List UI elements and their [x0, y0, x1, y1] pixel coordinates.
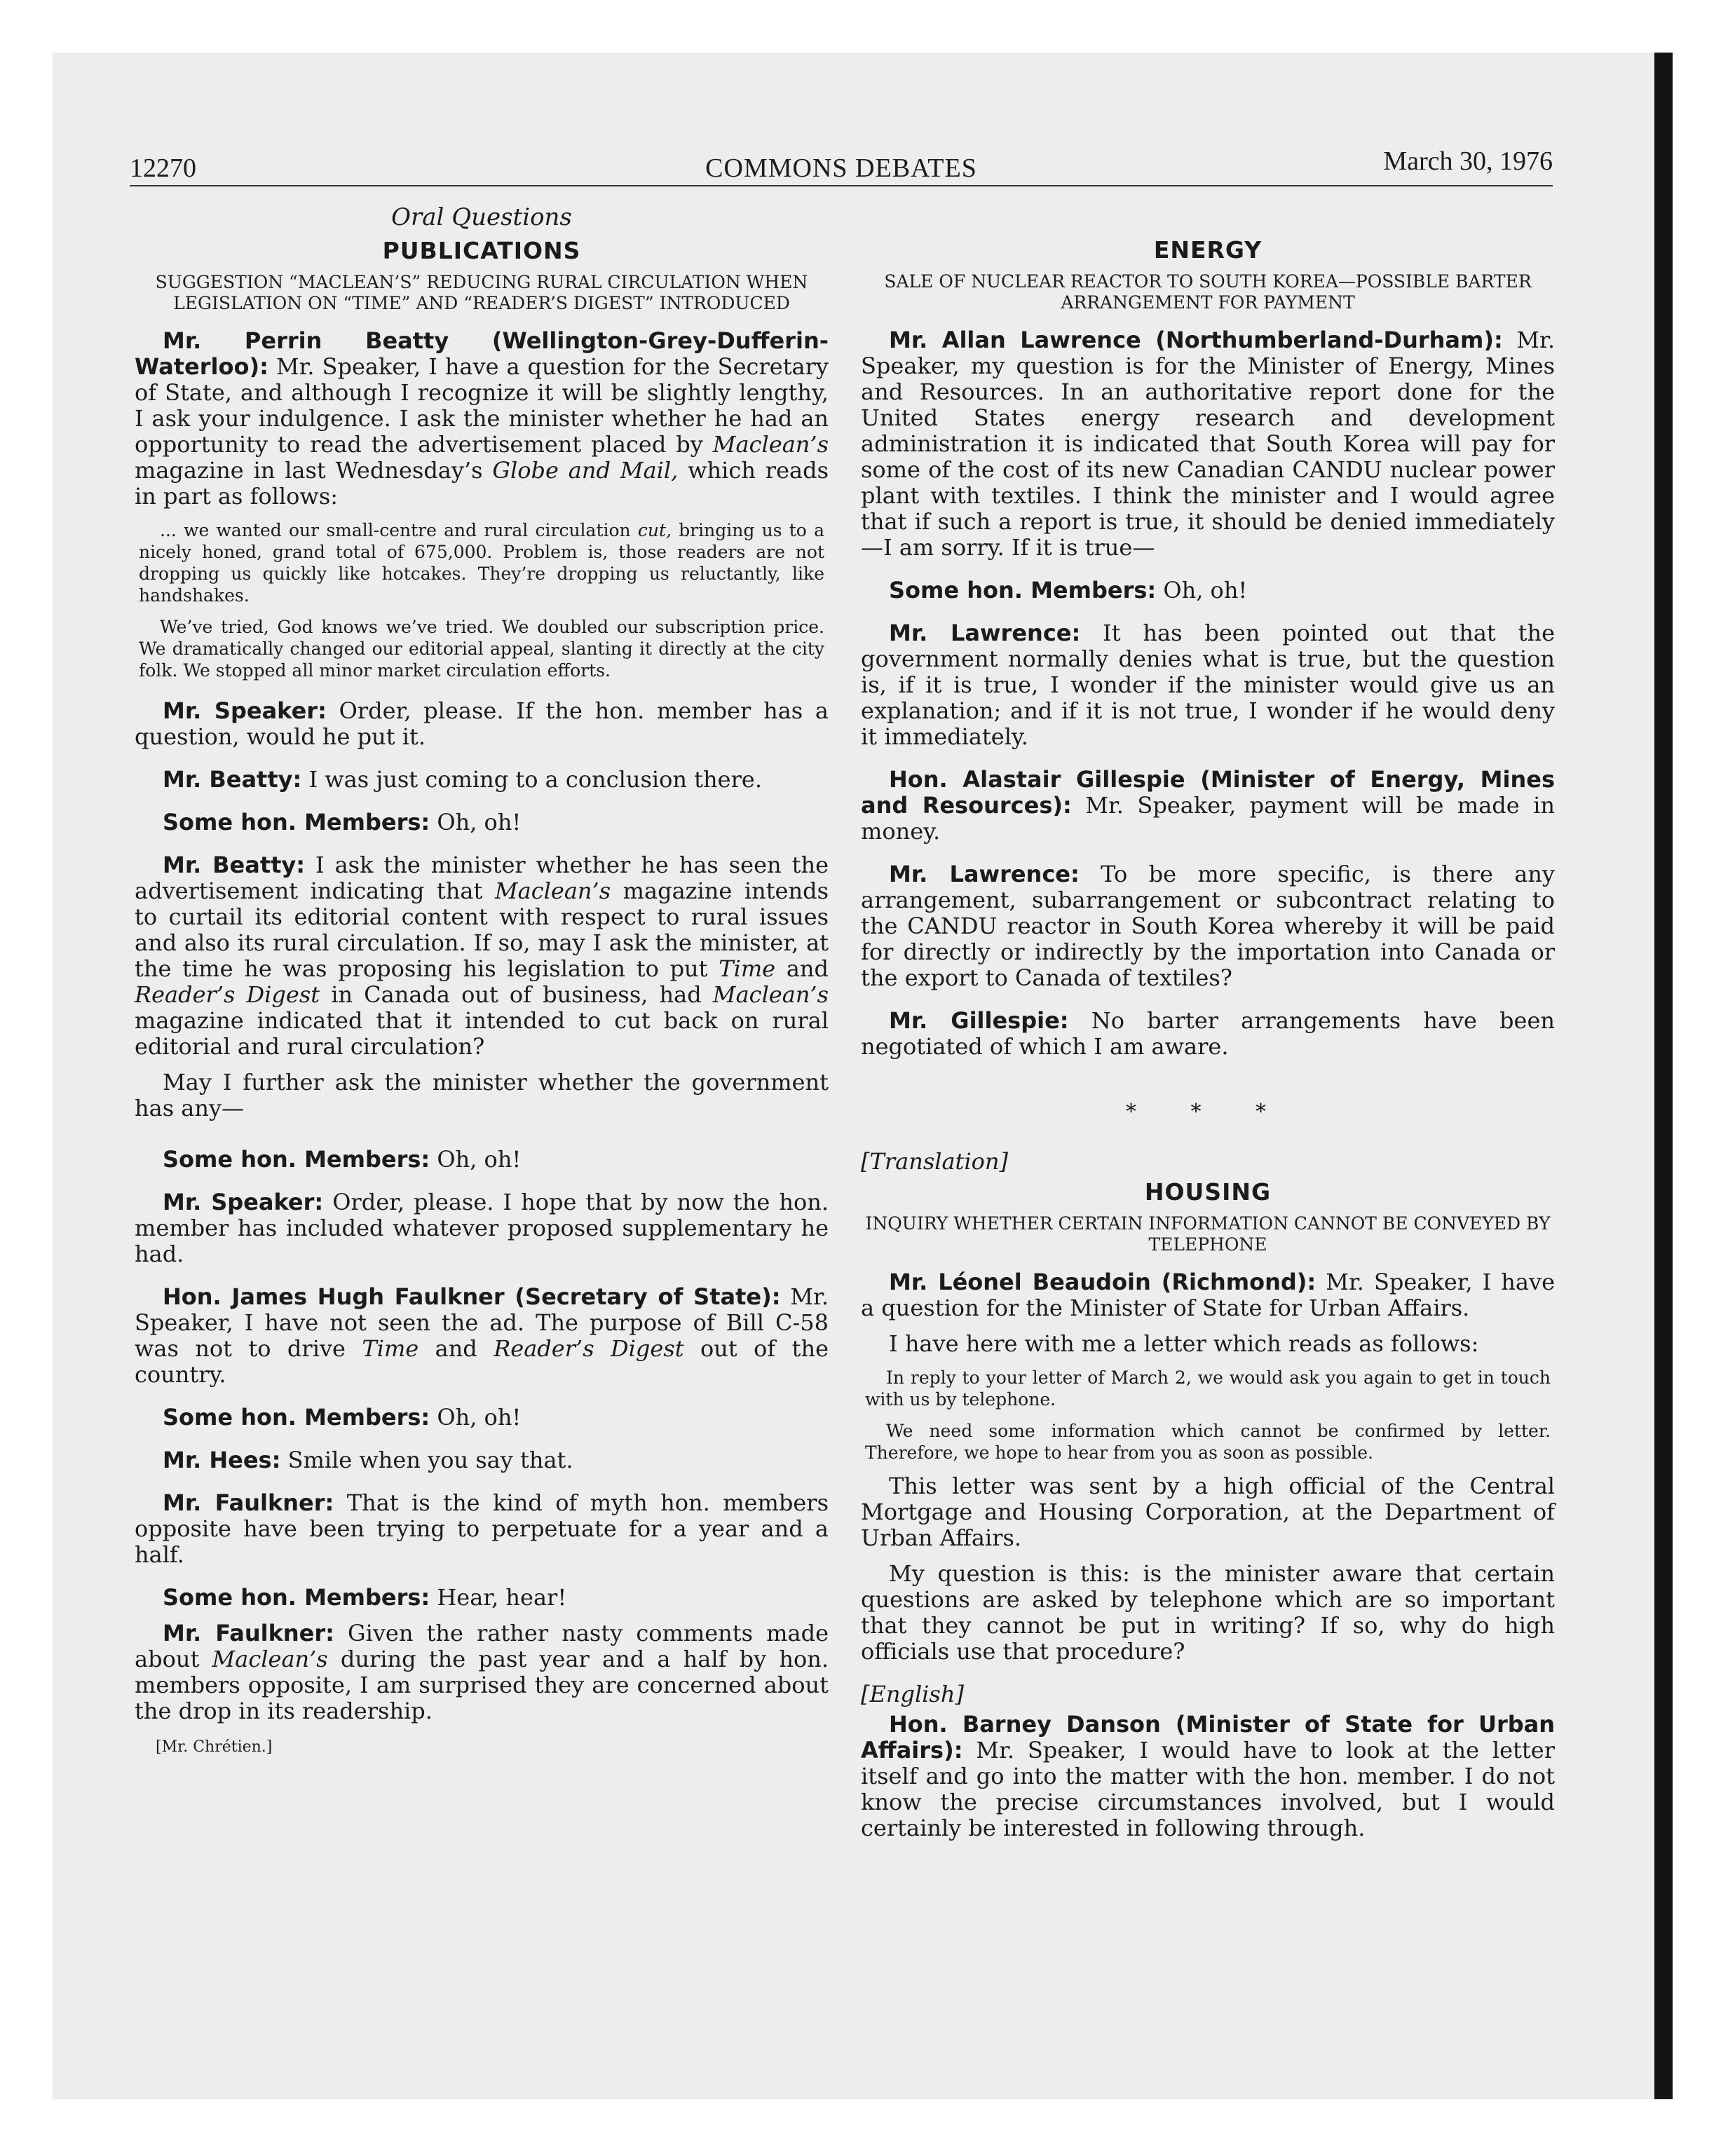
speaker-name: Mr. Faulkner:	[163, 1620, 334, 1646]
italic-title: Time	[362, 1335, 419, 1362]
page-header	[130, 142, 1553, 186]
quoted-passage	[135, 519, 829, 606]
speaker-name: Mr. Beatty:	[163, 852, 306, 878]
speaker-name: Mr. Allan Lawrence (Northumberland-Durham):	[889, 327, 1503, 353]
quote-text: ... we wanted our small-centre and rural circulation	[160, 520, 638, 540]
speech-paragraph	[135, 1189, 829, 1267]
speech-paragraph	[135, 1585, 829, 1611]
section-title-energy: ENERGY	[1153, 236, 1263, 264]
speech-text: which reads in part as follows:	[135, 457, 829, 510]
speech-text: out of the country.	[135, 1335, 829, 1388]
speaker-name: Hon. Barney Danson (Minister of State for Urban Affairs):	[861, 1711, 1555, 1763]
speech-text: Mr. Speaker, I have not seen the ad. The purpose of Bill C-58 was not to drive	[135, 1283, 829, 1362]
italic-title: Reader’s Digest	[135, 981, 320, 1008]
subheading-publications: SUGGESTION “MACLEAN’S” REDUCING RURAL CIRCULATION WHEN LEGISLATION ON “TIME” AND “READER’S DIGEST” INTRODUCED	[155, 272, 808, 313]
speech-paragraph	[135, 1621, 829, 1724]
section-separator: * * *	[1125, 1100, 1291, 1124]
speech-paragraph	[135, 810, 829, 835]
italic-title: Maclean’s	[494, 878, 611, 904]
speech-text: during the past year and a half by hon. members opposite, I am surprised they are concerned about the drop in its readership.	[135, 1646, 829, 1724]
quoted-passage: We need some information which cannot be confirmed by letter. Therefore, we hope to hear from you as soon as possible.	[865, 1421, 1551, 1463]
speech-paragraph	[135, 1284, 829, 1388]
quoted-passage: In reply to your letter of March 2, we would ask you again to get in touch with us by telephone.	[865, 1367, 1551, 1410]
speaker-name: Some hon. Members:	[163, 1146, 430, 1173]
italic-title: Globe and Mail,	[492, 457, 679, 484]
speech-text: Mr. Speaker, I have a question for the Secretary of State, and although I recognize it will be slightly lengthy, I ask your indulgence. I ask the minister whether he had an opportunity to read the advertisement placed by	[135, 353, 829, 458]
speech-text: magazine indicated that it intended to cut back on rural editorial and rural circulation?	[135, 1007, 829, 1060]
speech-text: in Canada out of business, had	[320, 981, 713, 1008]
quoted-passage: We’ve tried, God knows we’ve tried. We doubled our subscription price. We dramatically changed our editorial appeal, slanting it directly at the city folk. We stopped all minor market circulation efforts.	[139, 617, 824, 681]
speech-paragraph	[135, 1490, 829, 1568]
italic-title: Reader’s Digest	[494, 1335, 684, 1362]
speaker-name: Mr. Gillespie:	[889, 1007, 1069, 1034]
speech-text: Smile when you say that.	[280, 1447, 573, 1473]
speech-paragraph	[861, 1008, 1555, 1060]
subheading-housing: INQUIRY WHETHER CERTAIN INFORMATION CANNOT BE CONVEYED BY TELEPHONE	[865, 1213, 1551, 1255]
speech-text: Mr. Speaker, I would have to look at the letter itself and go into the matter with the hon. member. I do not know the precise circumstances involved, but I would certainly be interested in following through.	[861, 1737, 1555, 1841]
speech-text: Oh, oh!	[1156, 577, 1248, 603]
page-number: 12270	[130, 153, 196, 183]
speaker-name: Some hon. Members:	[163, 809, 430, 835]
speech-paragraph	[861, 620, 1555, 750]
italic-title: Maclean’s	[212, 1646, 328, 1672]
speaker-name: Some hon. Members:	[889, 577, 1157, 603]
speech-text: It has been pointed out that the government normally denies what is true, but the question is, if it is true, I wonder if the minister would give us an explanation; and if it is not true, I wonder if he would deny it immediately.	[861, 620, 1556, 750]
speech-text: Hear, hear!	[430, 1584, 567, 1611]
subheading-energy: SALE OF NUCLEAR REACTOR TO SOUTH KOREA—POSSIBLE BARTER ARRANGEMENT FOR PAYMENT	[884, 271, 1532, 313]
speech-paragraph	[135, 1405, 829, 1431]
speech-paragraph	[135, 1147, 829, 1173]
speech-text: I ask the minister whether he has seen the advertisement indicating that	[135, 852, 829, 904]
speaker-name: Mr. Beatty:	[163, 766, 302, 793]
speaker-name: Mr. Hees:	[163, 1447, 281, 1473]
speech-text: That is the kind of myth hon. members opposite have been trying to perpetuate for a year and a half.	[135, 1489, 829, 1568]
speaker-name: Some hon. Members:	[163, 1584, 430, 1611]
italic-title: Maclean’s	[712, 981, 829, 1008]
speech-paragraph	[861, 578, 1555, 603]
section-title-publications: PUBLICATIONS	[382, 237, 581, 264]
speaker-name: Mr. Lawrence:	[889, 620, 1081, 646]
speech-text: Order, please. If the hon. member has a question, would he put it.	[135, 697, 829, 750]
speech-paragraph: I have here with me a letter which reads as follows:	[889, 1330, 1479, 1357]
speaker-name: Mr. Lawrence:	[889, 861, 1080, 887]
speech-paragraph	[861, 1269, 1555, 1321]
translation-marker: [Translation]	[861, 1148, 1008, 1175]
italic-title: Time	[719, 955, 776, 982]
speaker-name: Hon. Alastair Gillespie (Minister of Energy, Mines and Resources):	[861, 766, 1555, 819]
speech-paragraph: My question is this: is the minister aware that certain questions are asked by telephone which are so important that they cannot be put in writing? If so, why do high officials use that procedure?	[861, 1560, 1555, 1665]
speech-text: Oh, oh!	[430, 1146, 522, 1173]
italic-title: Maclean’s	[712, 431, 829, 458]
right-column	[861, 202, 1555, 1858]
speech-text: Mr. Speaker, payment will be made in money.	[861, 792, 1556, 845]
speaker-name: Mr. Speaker:	[163, 697, 327, 724]
speech-paragraph	[135, 328, 829, 510]
speech-paragraph	[861, 861, 1555, 991]
quote-text: bringing us to a nicely honed, grand total of 675,000. Problem is, those readers are not dropping us quickly like hotcakes. They’re dropping us reluctantly, like handshakes.	[139, 520, 824, 606]
issue-date: March 30, 1976	[1383, 146, 1553, 176]
speech-text: magazine intends to curtail its editorial content with respect to rural issues and also its rural circulation. If so, may I ask the minister, at the time he was proposing his legislation to put	[135, 878, 829, 982]
page-footnote: [Mr. Chrétien.]	[156, 1738, 273, 1756]
speech-text: To be more specific, is there any arrangement, subarrangement or subcontract relating to the CANDU reactor in South Korea whereby it will be paid for directly or indirectly by the importation into Canada or the export to Canada of textiles?	[861, 861, 1556, 991]
section-title-housing: HOUSING	[1144, 1178, 1272, 1206]
speaker-name: Mr. Léonel Beaudoin (Richmond):	[889, 1269, 1316, 1295]
speech-text: Mr. Speaker, I have a question for the Minister of State for Urban Affairs.	[861, 1269, 1556, 1321]
speech-paragraph: This letter was sent by a high official of the Central Mortgage and Housing Corporation, at the Department of Urban Affairs.	[861, 1473, 1555, 1551]
speech-text: Given the rather nasty comments made about	[135, 1620, 829, 1672]
speaker-name: Mr. Faulkner:	[163, 1489, 334, 1516]
speech-text: I was just coming to a conclusion there.	[301, 766, 762, 793]
speech-paragraph	[135, 698, 829, 750]
speech-text: No barter arrangements have been negotiated of which I am aware.	[861, 1007, 1556, 1060]
quote-italic: cut,	[637, 520, 672, 540]
speech-text: Mr. Speaker, my question is for the Minister of Energy, Mines and Resources. In an authoritative report done for the United States energy research and development administration it is indicated that South Korea will pay for some of the cost of its new Canadian CANDU nuclear power plant with textiles. I think the minister and I would agree that if such a report is true, it should be denied immediately—I am sorry. If it is true—	[861, 327, 1556, 561]
speech-text: Order, please. I hope that by now the hon. member has included whatever proposed supplementary he had.	[135, 1189, 829, 1267]
speech-text: and	[775, 955, 829, 982]
publication-title: COMMONS DEBATES	[705, 153, 977, 183]
speech-paragraph	[861, 327, 1555, 561]
speech-text: Oh, oh!	[430, 809, 522, 835]
scan-edge-bar	[1654, 53, 1673, 2099]
speech-paragraph	[135, 852, 829, 1060]
speaker-name: Mr. Speaker:	[163, 1189, 324, 1215]
speech-text: magazine in last Wednesday’s	[135, 457, 493, 484]
speaker-name: Hon. James Hugh Faulkner (Secretary of State):	[163, 1283, 781, 1310]
speech-paragraph	[135, 767, 829, 793]
english-marker: [English]	[861, 1681, 964, 1707]
left-column	[135, 202, 829, 1760]
speech-paragraph	[861, 1712, 1555, 1841]
speech-paragraph	[861, 767, 1555, 845]
speech-paragraph	[135, 1447, 829, 1473]
speaker-name: Mr. Perrin Beatty (Wellington-Grey-Dufferin-Waterloo):	[135, 327, 829, 380]
speaker-name: Some hon. Members:	[163, 1404, 430, 1431]
speech-paragraph: May I further ask the minister whether the government has any—	[135, 1069, 829, 1121]
speech-text: Oh, oh!	[430, 1404, 522, 1431]
section-note: Oral Questions	[391, 203, 572, 231]
speech-text: and	[419, 1335, 494, 1362]
